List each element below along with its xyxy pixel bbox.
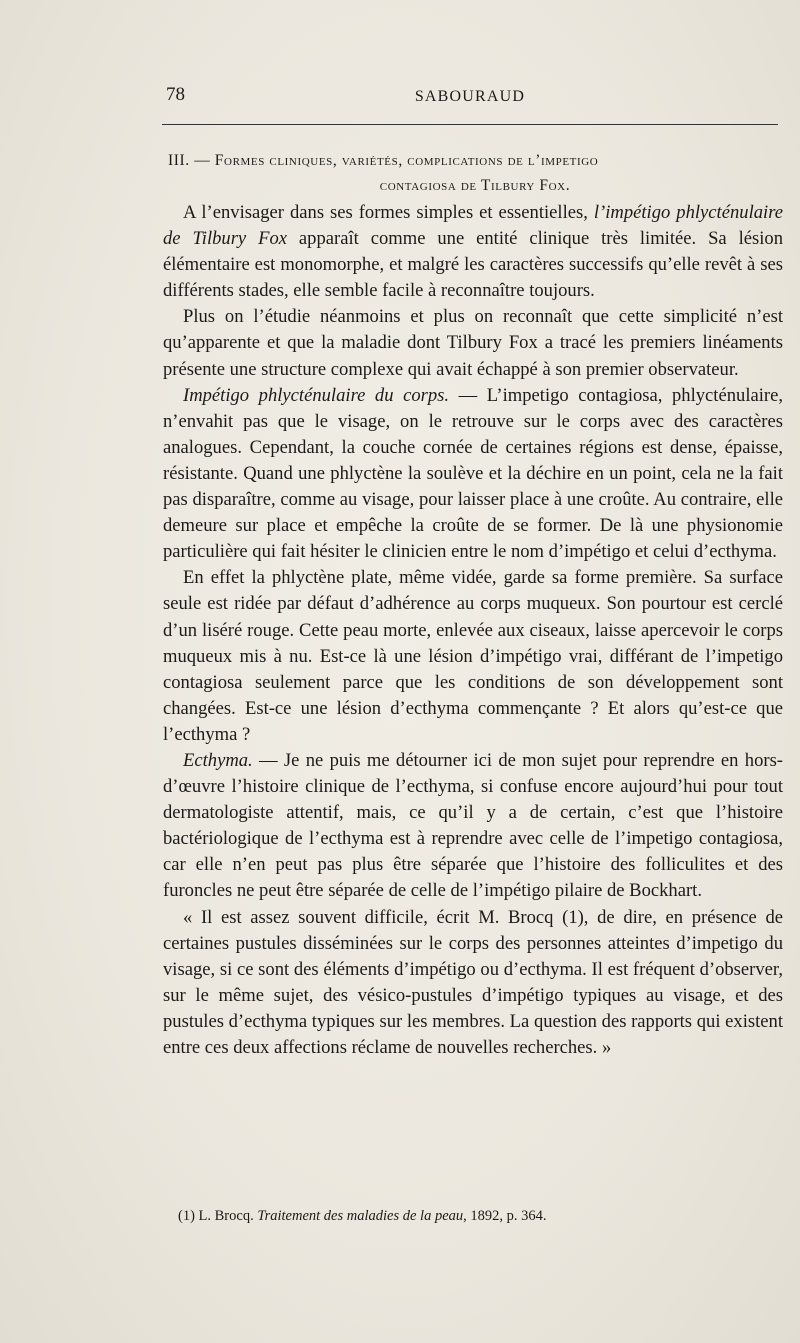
page-header <box>160 84 780 114</box>
paragraph-2: Plus on l’étudie néanmoins et plus on reconnaît que cette simplicité n’est qu’apparente et que la maladie dont Tilbury Fox a tracé les premiers linéaments présente une structure complexe qui avait échappé à son premier observateur. <box>163 306 783 380</box>
paragraph-3 <box>163 383 783 566</box>
footnote-suffix: , 1892, p. 364. <box>463 1208 547 1224</box>
paragraph-6: « Il est assez souvent difficile, écrit M. Brocq (1), de dire, en présence de certaines pustules disséminées sur le corps des personnes atteintes d’impetigo du visage, si ce sont des éléments d’impétigo ou d’ecthyma. Il est fréquent d’observer, sur le même sujet, des vésico-pustules d’impétigo typiques au visage, et des pustules d’ecthyma typiques sur les membres. La question des rapports qui existent entre ces deux affections réclame de nouvelles recherches. » <box>163 906 783 1058</box>
paragraph-1 <box>163 200 783 304</box>
p1-text-b: apparaît comme une entité clinique très limitée. Sa lésion élémentaire est monomorphe, et malgré les caractères successifs qu’elle revêt à ses différents stades, elle semble facile à reconnaître toujours. <box>163 228 783 302</box>
p1-italic: l’impétigo phlycténulaire de Tilbury Fox <box>163 202 783 250</box>
page-number: 78 <box>166 84 185 105</box>
section-title-line-2: contagiosa de Tilbury Fox. <box>379 177 571 194</box>
section-title-line-1: III. — Formes cliniques, variétés, complications de l’impetigo <box>168 152 599 169</box>
footnote-prefix: (1) L. Brocq. <box>178 1208 258 1224</box>
p3-text: — L’impetigo contagiosa, phlycténulaire, n’envahit pas que le visage, on le retrouve sur le corps avec des caractères analogues. Cependant, la couche cornée de certaines régions est dense, épaisse, résistante. Quand une phlyctène la soulève et la déchire en un point, cela ne la fait pas disparaître, comme au visage, pour laisser place à une croûte. Au contraire, elle demeure sur place et empêche la croûte de se former. De là une physionomie particulière qui fait hésiter le clinicien entre le nom d’impétigo et celui d’ecthyma. <box>163 384 783 563</box>
footnote <box>178 1205 778 1227</box>
paragraph-5 <box>163 748 783 905</box>
running-title: SABOURAUD <box>414 88 526 105</box>
header-rule <box>162 124 778 125</box>
paragraph-4: En effet la phlyctène plate, même vidée, garde sa forme première. Sa surface seule est ridée par défaut d’adhérence au corps muqueux. Son pourtour est cerclé d’un liséré rouge. Cette peau morte, enlevée aux ciseaux, laisse apercevoir le corps muqueux mis à nu. Est-ce là une lésion d’impétigo vrai, différant de l’impetigo contagiosa seulement parce que les conditions de son développement sont changées. Est-ce une lésion d’ecthyma commençante ? Et alors qu’est-ce que l’ecthyma ? <box>163 567 783 745</box>
p1-text-a: A l’envisager dans ses formes simples et essentielles, <box>183 202 594 223</box>
footnote-title: Traitement des maladies de la peau <box>257 1208 464 1224</box>
p3-italic-heading: Impétigo phlycténulaire du corps. <box>183 384 450 406</box>
p5-italic-heading: Ecthyma. <box>183 749 253 771</box>
p5-text: — Je ne puis me détourner ici de mon sujet pour reprendre en hors-d’œuvre l’histoire clinique de l’ecthyma, si confuse encore aujourd’hui pour tout dermatologiste attentif, mais, ce qu’il y a de certain, c’est que l’histoire bactériologique de l’ecthyma est à reprendre avec celle de l’impetigo contagiosa, car elle n’en peut pas plus être séparée que l’histoire des folliculites et des furoncles ne peut être séparée de celle de l’impétigo pilaire de Bockhart. <box>163 749 783 902</box>
section-title <box>168 148 782 198</box>
body-text <box>163 200 783 1061</box>
